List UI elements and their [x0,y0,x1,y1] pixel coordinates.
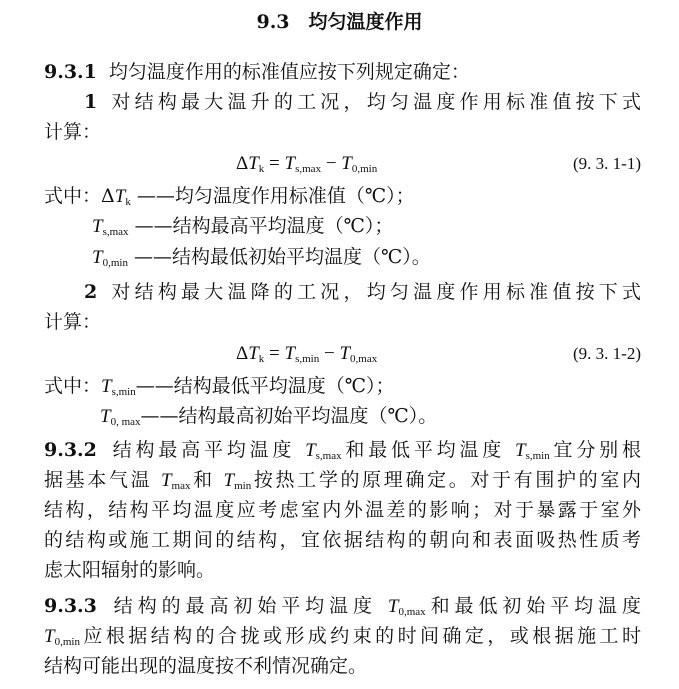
symbol: T [160,470,172,491]
item-1-line-1 [84,88,641,116]
clause-9-3-2-line-1: 9.3.2 结构最高平均温度 $T_{s,max}$和最低平均温度 $T_{s,min}$宜分别根 [44,439,641,462]
item-1-line-2: 计算： [44,121,102,143]
text-segment: 和最低平均温度 [341,439,506,461]
equation-number: (9. 3. 1-2) [573,344,641,363]
definition-text: ——结构最高平均温度（℃）； [134,215,394,237]
section-title: 9.3 均匀温度作用 [256,11,423,33]
item-text: 对结构最大温降的工况，均匀温度作用标准值按下式 [107,281,641,303]
symbol: T [305,440,316,461]
text-segment: 结构最高平均温度 [108,439,296,461]
clause-9-3-2-line-5: 虑太阳辐射的影响。 [44,559,216,581]
clause-9-3-2-line-2: 据基本气温 $T_{max}$和 $T_{min}$按热工学的原理确定。对于有围护的室内 [44,469,641,492]
definition-1 [44,182,641,216]
item-text: 对结构最大温升的工况，均匀温度作用标准值按下式 [107,91,641,113]
text-segment: 宜分别根 [549,439,641,461]
item-number: 1 [84,91,98,113]
definition-5 [100,402,641,436]
symbol: T [514,440,526,461]
text-segment: 应根据结构的合拢或形成约束的时间确定，或根据施工时 [79,625,641,647]
where-label: 式中： [44,375,102,397]
definition-text: ——结构最高初始平均温度（℃）。 [140,405,438,427]
item-2-line-2: 计算： [44,311,102,333]
clause-text: 均匀温度作用的标准值应按下列规定确定： [108,61,470,83]
symbol: $T_{0, max}$ [100,406,141,428]
symbol: $T_{0,min}$ [92,247,128,269]
clause-9-3-3-line-1: 9.3.3 结构的最高初始平均温度 $T_{0,max}$和最低初始平均温度 [44,595,641,618]
formula: $\Delta T_k = T_{s,min} - T_{0,max}$ [236,343,378,365]
clause-number: 9.3.2 [44,439,97,461]
clause-9-3-2-line-3: 结构，结构平均温度应考虑室内外温差的影响；对于暴露于室外 [44,499,641,521]
definition-text: ——均匀温度作用标准值（℃）； [136,185,415,207]
formula: $\Delta T_k = T_{s,max} - T_{0,min}$ [236,153,378,175]
where-label: 式中： [44,185,102,207]
item-number: 2 [84,281,98,303]
equation-number: (9. 3. 1-1) [573,154,641,173]
definition-2 [92,212,641,246]
definition-4 [44,372,641,406]
definition-text: ——结构最低平均温度（℃）； [135,375,395,397]
symbol: $T_{s,min}$ [101,376,136,398]
clause-9-3-3-line-2: $T_{0,min}$应根据结构的合拢或形成约束的时间确定，或根据施工时 [44,625,641,648]
text-segment: 据基本气温 [44,469,153,491]
clause-number: 9.3.3 [44,595,97,617]
text-segment: 结构的最高初始平均温度 [108,595,377,617]
clause-9-3-3-line-3: 结构可能出现的温度按不利情况确定。 [44,655,368,677]
item-2-line-1 [84,278,641,306]
symbol: $T_{s,max}$ [92,216,129,238]
clause-9-3-1-intro [44,58,641,86]
clause-number: 9.3.1 [44,61,97,83]
definition-3 [92,243,641,277]
text-segment: 和 [190,469,215,491]
text-segment: 和最低初始平均温度 [425,595,641,617]
symbol: $\Delta T_k$ [101,185,131,208]
definition-text: ——结构最低初始平均温度（℃）。 [134,246,431,268]
clause-9-3-2-line-4: 的结构或施工期间的结构，宜依据结构的朝向和表面吸热性质考 [44,529,641,551]
symbol: T [223,470,235,491]
symbol: T [387,596,399,617]
symbol: T [44,626,55,647]
text-segment: 按热工学的原理确定。对于有围护的室内 [251,469,641,491]
